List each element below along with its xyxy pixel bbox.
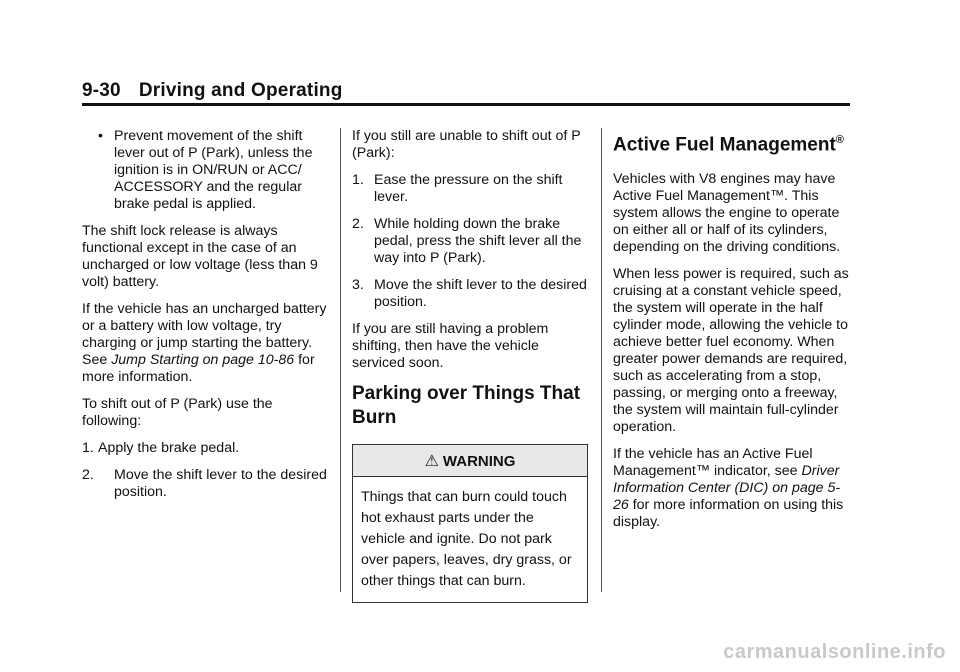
step-number: 2.: [352, 216, 364, 232]
paragraph: [613, 446, 853, 531]
warning-title: WARNING: [442, 453, 516, 470]
step-number: 1.: [352, 172, 364, 188]
paragraph: Vehicles with V8 engines may have Active Fuel Management™. This system allows the engine to operate on either all or half of its cylinders, depending on the driving conditions.: [613, 171, 841, 256]
page-number: 9-30: [82, 80, 121, 101]
step-text: Move the shift lever to the desired position.: [114, 467, 327, 500]
paragraph: [82, 301, 330, 386]
warning-header: [353, 445, 587, 477]
paragraph-text: If the vehicle has an uncharged battery or a battery with low voltage, try charging or jump starting the battery. See: [82, 301, 327, 368]
paragraph-text: for more information on using this display.: [613, 497, 844, 531]
step-text: Move the shift lever to the desired position.: [374, 277, 587, 310]
warning-text: Things that can burn could touch hot exhaust parts under the vehicle and ignite. Do not park over papers, leaves, dry grass, or other things that can burn.: [361, 489, 572, 589]
section-heading: Parking over Things That Burn: [352, 383, 581, 428]
cross-reference-link[interactable]: Jump Starting on page 10-86: [111, 352, 295, 368]
column-1: [82, 128, 330, 511]
paragraph: If you are still having a problem shifting, then have the vehicle serviced soon.: [352, 321, 549, 371]
section-heading: [613, 128, 853, 157]
step-text: Ease the pressure on the shift lever.: [374, 172, 563, 205]
step-number: 1.: [82, 440, 94, 456]
column-divider: [601, 128, 602, 592]
registered-mark: ®: [835, 134, 844, 146]
bullet-text: Prevent movement of the shift lever out of P (Park), unless the ignition is in ON/RUN or ACC/ ACCESSORY and the regular brake pedal is applied.: [114, 128, 313, 212]
paragraph-text: If the vehicle has an Active Fuel Management™ indicator, see: [613, 446, 813, 480]
warning-box: [352, 444, 588, 603]
paragraph: When less power is required, such as cruising at a constant vehicle speed, the system will operate in the half cylinder mode, allowing the vehicle to achieve better fuel economy. When greater power demands are required, such as accelerating from a stop, passing, or merging onto a freeway, the system will maintain full-cylinder operation.: [613, 266, 849, 436]
header-rule: [82, 103, 850, 106]
list-item: [352, 172, 588, 206]
warning-icon: ⚠: [424, 453, 439, 470]
page-header: [82, 80, 343, 102]
paragraph: The shift lock release is always functional except in the case of an uncharged or low voltage (less than 9 volt) battery.: [82, 223, 318, 290]
cross-reference-link[interactable]: Driver Information Center (DIC) on page 5-26: [613, 463, 841, 514]
bullet-icon: •: [98, 128, 103, 144]
list-item: [352, 216, 588, 267]
column-divider: [340, 128, 341, 592]
step-number: 3.: [352, 277, 364, 293]
step-text: While holding down the brake pedal, press the shift lever all the way into P (Park).: [374, 216, 582, 266]
paragraph: To shift out of P (Park) use the following:: [82, 396, 273, 429]
paragraph-text: for more information.: [82, 352, 315, 385]
step-text: Apply the brake pedal.: [98, 440, 240, 456]
list-item: [82, 440, 330, 457]
section-title: Driving and Operating: [138, 80, 343, 101]
list-item: [352, 277, 588, 311]
list-item: [82, 467, 330, 501]
step-number: 2.: [82, 467, 94, 483]
list-item: [98, 128, 330, 213]
watermark: carmanualsonline.info: [723, 641, 946, 663]
paragraph: If you still are unable to shift out of P (Park):: [352, 128, 581, 161]
column-3: [613, 128, 853, 541]
column-2: [352, 128, 588, 603]
heading-text: Active Fuel Management: [613, 134, 836, 156]
